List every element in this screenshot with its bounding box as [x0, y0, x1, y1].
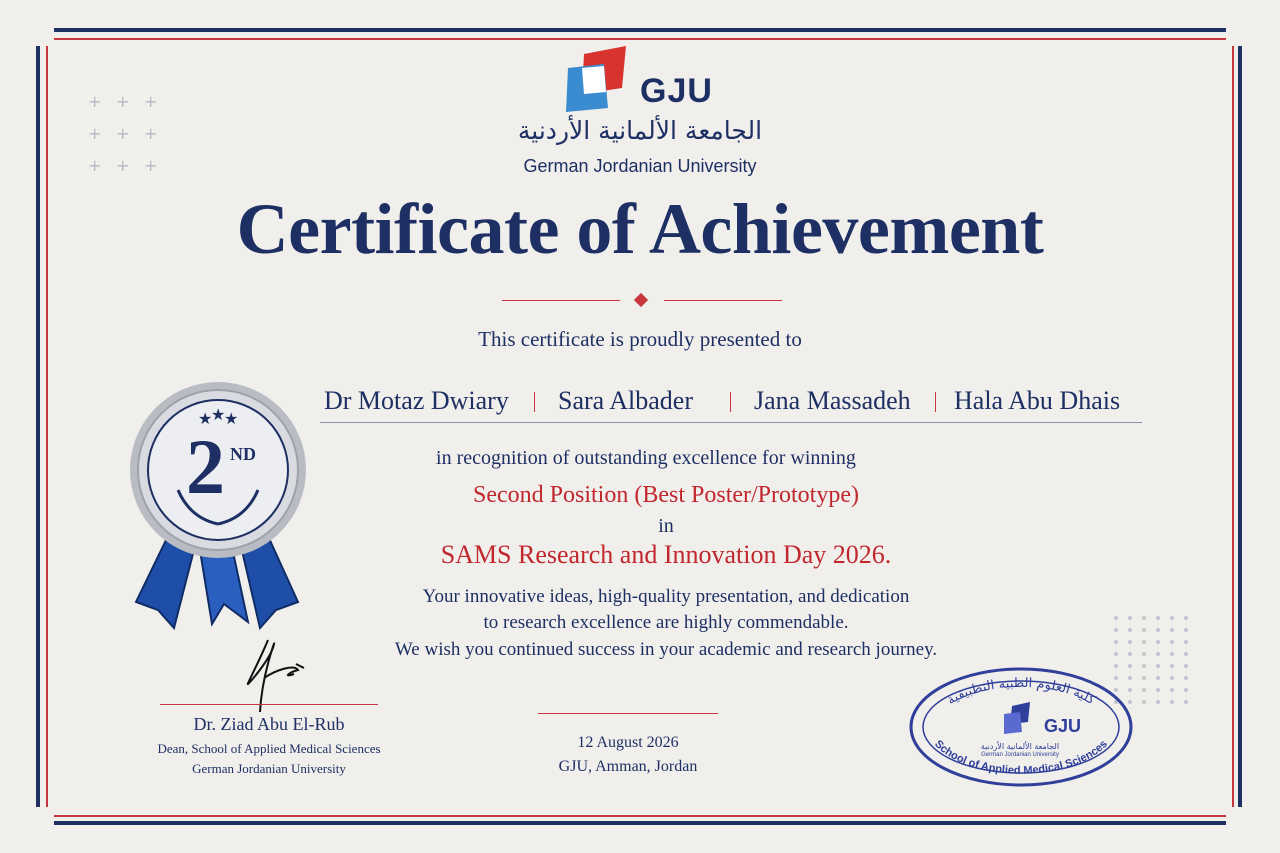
- stamp-arabic-text: كلية العلوم الطبية التطبيقية: [944, 675, 1098, 709]
- certificate-title: Certificate of Achievement: [236, 189, 1044, 269]
- university-name: German Jordanian University: [523, 156, 757, 176]
- signatory-title: Dean, School of Applied Medical Sciences: [157, 741, 381, 756]
- stamp-logo-text: GJU: [1044, 716, 1082, 736]
- message-line: We wish you continued success in your academic and research journey.: [394, 639, 938, 660]
- stamp-university-name: German Jordanian University: [981, 752, 1059, 758]
- recognition-text: in recognition of outstanding excellence for winning: [436, 447, 856, 469]
- title-divider-left: [502, 300, 620, 301]
- medal-number: 2: [186, 423, 225, 510]
- date-line: [538, 713, 718, 714]
- issue-date: 12 August 2026: [577, 734, 679, 751]
- border-corner-notch: [1226, 807, 1248, 829]
- logo-wordmark: GJU: [640, 72, 713, 110]
- signature-line: [160, 704, 378, 705]
- name-separator: [935, 392, 936, 412]
- title-divider-right: [664, 300, 782, 301]
- university-name-arabic: الجامعة الألمانية الأردنية: [517, 116, 763, 145]
- svg-text:★: ★: [198, 409, 213, 428]
- decorative-plus-grid: + + + + + + + + +: [88, 92, 158, 175]
- svg-text:★: ★: [211, 405, 226, 424]
- presented-to-text: This certificate is proudly presented to: [478, 327, 802, 351]
- name-separator: [534, 392, 535, 412]
- gju-logo-icon: [560, 44, 640, 116]
- border-corner-notch: [32, 24, 54, 46]
- message-line: to research excellence are highly commendable.: [483, 612, 849, 633]
- signatory-institution: German Jordanian University: [192, 761, 346, 776]
- recipient-name: Jana Massadeh: [754, 386, 911, 415]
- name-separator: [730, 392, 731, 412]
- message-line: Your innovative ideas, high-quality presentation, and dedication: [422, 586, 910, 607]
- medal-suffix: ND: [230, 444, 256, 464]
- recipient-names: [320, 386, 1142, 423]
- stamp-school-text: School of Applied Medical Sciences: [932, 738, 1110, 777]
- recipient-name: Dr Motaz Dwiary: [324, 386, 509, 415]
- svg-text:كلية العلوم الطبية التطبيقية: [944, 676, 1098, 709]
- recipient-name: Sara Albader: [558, 386, 694, 415]
- signatory-name: Dr. Ziad Abu El-Rub: [193, 714, 345, 734]
- svg-text:★: ★: [224, 409, 239, 428]
- issue-place: GJU, Amman, Jordan: [558, 758, 698, 775]
- handwritten-signature-icon: [238, 634, 318, 714]
- school-stamp-icon: [906, 664, 1136, 794]
- border-corner-notch: [32, 807, 54, 829]
- recipient-name: Hala Abu Dhais: [954, 386, 1121, 415]
- stamp-arabic-university: الجامعة الألمانية الأردنية: [980, 742, 1060, 751]
- event-name: SAMS Research and Innovation Day 2026.: [440, 540, 892, 569]
- award-position: Second Position (Best Poster/Prototype): [473, 482, 859, 508]
- border-corner-notch: [1226, 24, 1248, 46]
- in-text: in: [658, 515, 674, 537]
